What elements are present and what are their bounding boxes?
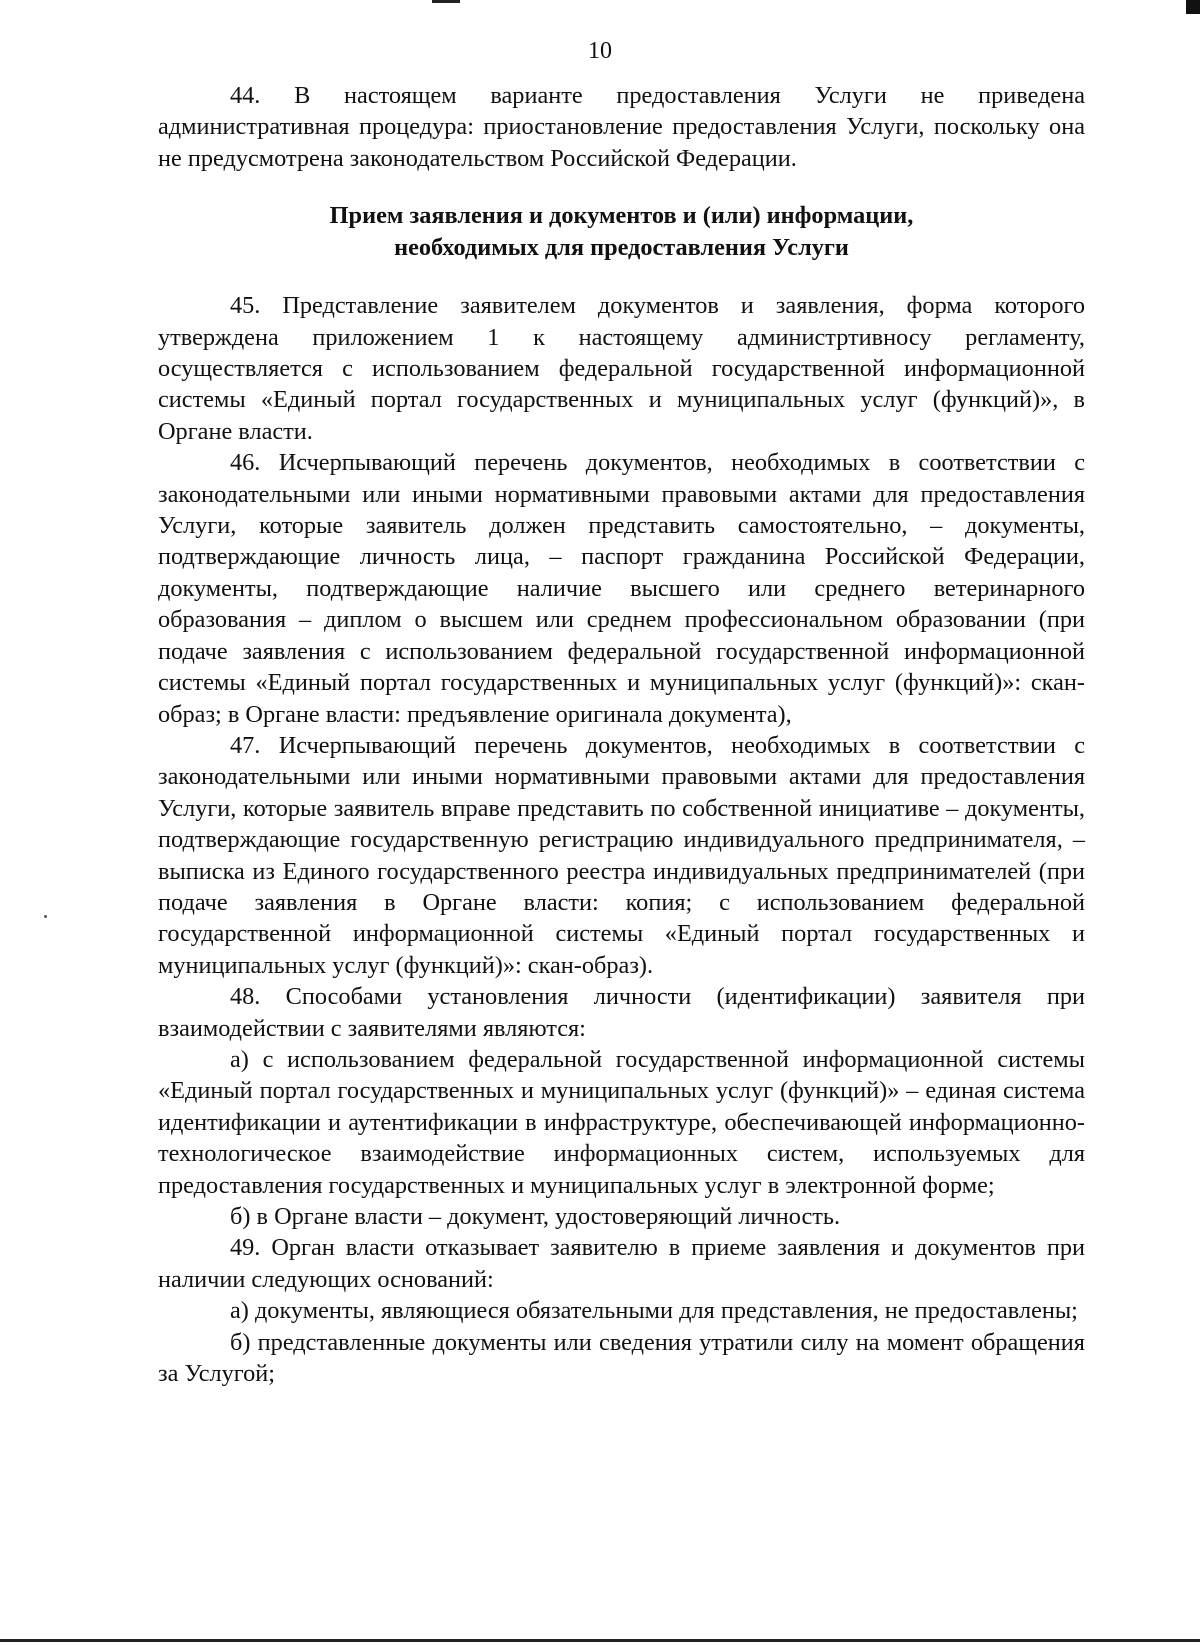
section-heading-line-2: необходимых для предоставления Услуги — [394, 234, 849, 262]
page-number: 10 — [588, 38, 612, 64]
paragraph-47: 47. Исчерпывающий перечень документов, необходимых в соответствии с законодательными или иными нормативными правовыми актами для предоставления Услуги, которые заявитель вправе представить по собственной инициативе – документы, подтверждающие государственную регистрацию индивидуального предпринимателя, – выписка из Единого государственного реестра индивидуальных предпринимателей (при подаче заявления в Органе власти: копия; с использованием федеральной государственной информационной системы «Единый портал государственных и муниципальных услуг (функций)»: скан-образ). — [158, 731, 1085, 979]
scan-artifact-corner — [1186, 0, 1200, 14]
scan-artifact-top — [432, 0, 460, 3]
section-heading-line-1: Прием заявления и документов и (или) информации, — [329, 202, 914, 230]
paragraph-48: 48. Способами установления личности (идентификации) заявителя при взаимодействии с заявителями являются: — [158, 983, 1085, 1042]
paragraph-46: 46. Исчерпывающий перечень документов, необходимых в соответствии с законодательными или иными нормативными правовыми актами для предоставления Услуги, которые заявитель должен представить самостоятельно, – документы, подтверждающие личность лица, – паспорт гражданина Российской Федерации, документы, подтверждающие наличие высшего или среднего ветеринарного образования – диплом о высшем или среднем профессиональном образовании (при подаче заявления с использованием федеральной государственной информационной системы «Единый портал государственных и муниципальных услуг (функций)»: скан-образ; в Органе власти: предъявление оригинала документа), — [158, 449, 1085, 728]
paragraph-45: 45. Представление заявителем документов и заявления, форма которого утверждена приложением 1 к настоящему администртивносу регламенту, осуществляется с использованием федеральной государственной информационной системы «Единый портал государственных и муниципальных услуг (функций)», в Органе власти. — [158, 292, 1085, 445]
paragraph-49-b: б) представленные документы или сведения утратили силу на момент обращения за Услугой; — [158, 1328, 1085, 1388]
paragraph-44: 44. В настоящем варианте предоставления Услуги не приведена административная процедура: приостановление предоставления Услуги, поскольку она не предусмотрена законодательством Российской Федерации. — [158, 82, 1085, 172]
paragraph-49: 49. Орган власти отказывает заявителю в приеме заявления и документов при наличии следующих оснований: — [158, 1234, 1085, 1293]
scan-artifact-bottom-line — [0, 1639, 1200, 1642]
paragraph-49-a: а) документы, являющиеся обязательными для представления, не предоставлены; — [230, 1297, 1078, 1325]
scan-artifact-dot — [44, 915, 47, 918]
paragraph-48-a: а) с использованием федеральной государственной информационной системы «Единый портал государственных и муниципальных услуг (функций)» – единая система идентификации и аутентификации в инфраструктуре, обеспечивающей информационно-технологическое взаимодействие информационных систем, используемых для предоставления государственных и муниципальных услуг в электронной форме; — [158, 1045, 1085, 1199]
document-body — [158, 80, 1085, 1389]
section-heading — [158, 200, 1085, 264]
paragraph-48-b: б) в Органе власти – документ, удостоверяющий личность. — [230, 1203, 841, 1230]
